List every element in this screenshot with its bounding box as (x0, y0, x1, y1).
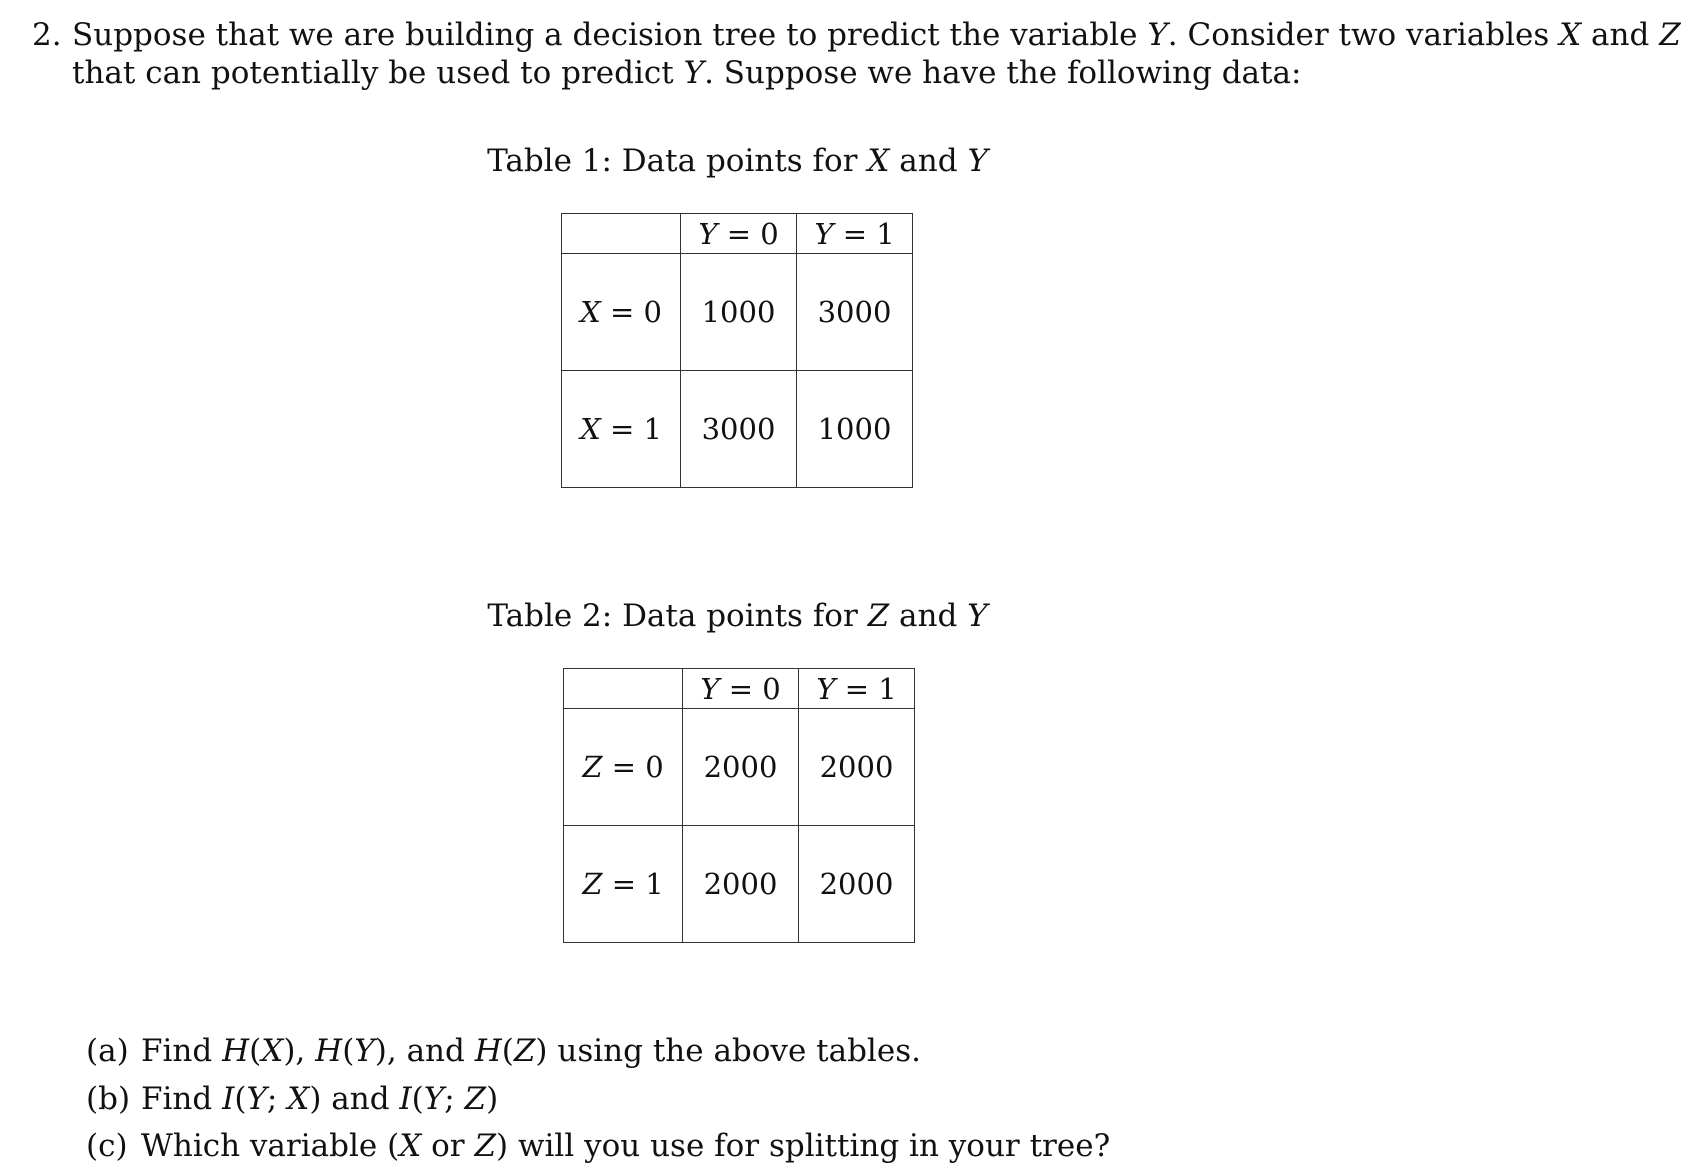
table-cell: 1000 (797, 371, 913, 488)
column-header (797, 214, 913, 254)
table-row (562, 371, 913, 488)
math-variable: Y (423, 1081, 445, 1117)
text-segment: ), (283, 1033, 316, 1069)
math-variable: X (580, 295, 601, 329)
text-segment: ; (444, 1081, 465, 1117)
subquestion-b (86, 1080, 498, 1118)
row-header (562, 371, 681, 488)
row-header (564, 826, 683, 943)
subquestion-a (86, 1032, 921, 1070)
math-variable: Z (1659, 17, 1681, 53)
math-variable: Y (246, 1081, 267, 1117)
row-header-value: = 0 (602, 750, 664, 784)
text-segment: . Suppose we have the following data: (704, 55, 1302, 91)
math-variable: Y (354, 1033, 375, 1069)
row-header (562, 254, 681, 371)
math-variable: X (287, 1081, 310, 1117)
header-value: = 0 (717, 216, 779, 251)
table1-caption (0, 142, 1475, 180)
text-segment: ( (411, 1081, 424, 1117)
math-variable: Z (513, 1033, 536, 1069)
problem-line-1 (72, 16, 1681, 54)
text-segment: ( (234, 1081, 247, 1117)
text-segment: and (1581, 17, 1660, 53)
caption-prefix: Table 1: Data points for (487, 143, 868, 179)
math-variable: Y (1147, 17, 1168, 53)
math-variable: X (867, 143, 890, 179)
row-header (564, 709, 683, 826)
table-cell: 2000 (683, 826, 799, 943)
text-segment: Find (141, 1033, 223, 1069)
row-header-value: = 0 (600, 295, 662, 329)
math-variable: I (222, 1081, 235, 1117)
table-row (564, 826, 915, 943)
math-variable: Z (582, 867, 603, 901)
text-segment: ( (342, 1033, 355, 1069)
column-header (799, 669, 915, 709)
text-segment: ( (501, 1033, 514, 1069)
table-header-row (562, 214, 913, 254)
math-variable: X (399, 1128, 422, 1164)
text-segment: ) and (309, 1081, 400, 1117)
header-value: = 1 (835, 671, 897, 706)
subquestion-label: (c) (86, 1128, 128, 1164)
text-segment: or (421, 1128, 475, 1164)
math-variable: Z (464, 1081, 487, 1117)
table-cell: 2000 (683, 709, 799, 826)
table-cell: 3000 (681, 371, 797, 488)
column-header (681, 214, 797, 254)
math-variable: H (222, 1033, 250, 1069)
math-variable: H (474, 1033, 502, 1069)
empty-corner-cell (564, 669, 683, 709)
text-segment: ( (249, 1033, 262, 1069)
math-variable: Z (474, 1128, 497, 1164)
math-variable: Y (816, 671, 836, 706)
row-header-value: = 1 (602, 867, 664, 901)
math-variable: X (580, 412, 601, 446)
math-variable: X (1559, 17, 1582, 53)
text-segment: Find (141, 1081, 223, 1117)
caption-and: and (889, 143, 968, 179)
math-variable: Y (967, 143, 988, 179)
math-variable: Y (683, 55, 705, 91)
math-variable: Y (814, 216, 834, 251)
text-segment: ), and (374, 1033, 475, 1069)
math-variable: H (315, 1033, 343, 1069)
caption-prefix: Table 2: Data points for (487, 598, 868, 634)
text-segment: Which variable ( (141, 1128, 400, 1164)
subquestion-c (86, 1127, 1110, 1165)
math-variable: I (399, 1081, 412, 1117)
text-segment: ) will you use for splitting in your tree? (496, 1128, 1111, 1164)
table-cell: 3000 (797, 254, 913, 371)
table-row (564, 709, 915, 826)
text-segment: . Consider two variables (1167, 17, 1560, 53)
table2 (563, 668, 915, 943)
table-cell: 2000 (799, 826, 915, 943)
text-segment: ) (486, 1081, 499, 1117)
row-header-value: = 1 (600, 412, 662, 446)
table-header-row (564, 669, 915, 709)
empty-corner-cell (562, 214, 681, 254)
table-cell: 2000 (799, 709, 915, 826)
math-variable: Y (698, 216, 718, 251)
table-cell: 1000 (681, 254, 797, 371)
text-segment: Suppose that we are building a decision tree to predict the variable (72, 17, 1148, 53)
text-segment: ; (266, 1081, 288, 1117)
header-value: = 1 (833, 216, 895, 251)
header-value: = 0 (719, 671, 781, 706)
caption-and: and (889, 598, 968, 634)
math-variable: Y (967, 598, 988, 634)
problem-number: 2. (32, 17, 62, 53)
math-variable: Z (867, 598, 890, 634)
subquestion-label: (a) (86, 1033, 129, 1069)
subquestion-label: (b) (86, 1081, 131, 1117)
table1 (561, 213, 913, 488)
text-segment: ) using the above tables. (535, 1033, 921, 1069)
text-segment: that can potentially be used to predict (72, 55, 684, 91)
problem-line-2 (72, 54, 1301, 92)
math-variable: Y (700, 671, 720, 706)
table2-caption (0, 597, 1475, 635)
math-variable: Z (582, 750, 603, 784)
table-row (562, 254, 913, 371)
column-header (683, 669, 799, 709)
math-variable: X (261, 1033, 284, 1069)
